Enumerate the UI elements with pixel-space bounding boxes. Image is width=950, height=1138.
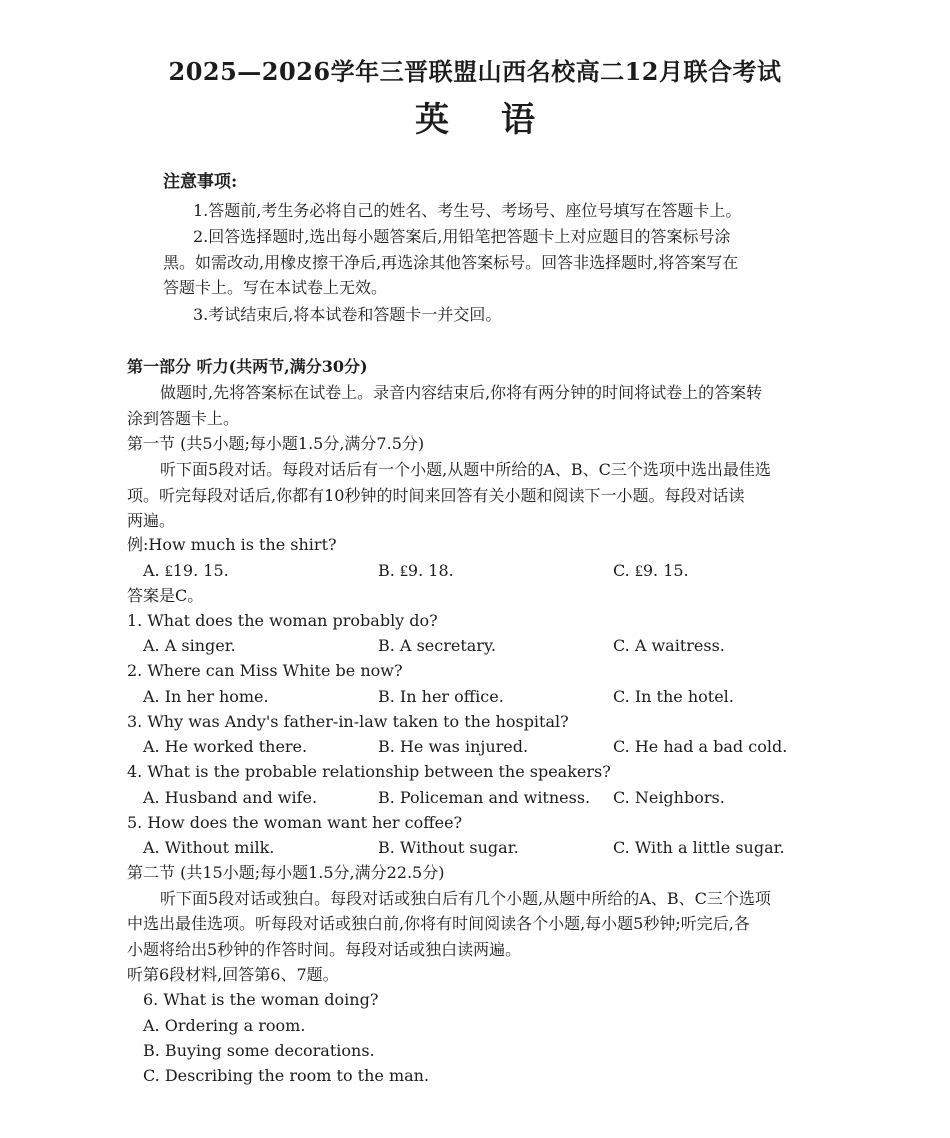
section2-heading: 第二节 (共15小题;每小题1.5分,满分22.5分) bbox=[127, 863, 445, 882]
notice-line: 1.答题前,考生务必将自己的姓名、考生号、考场号、座位号填写在答题卡上。 bbox=[193, 201, 742, 220]
notice-heading: 注意事项: bbox=[163, 172, 238, 192]
notice-line: 黑。如需改动,用橡皮擦干净后,再选涂其他答案标号。回答非选择题时,将答案写在 bbox=[163, 253, 739, 272]
example-answer: 答案是C。 bbox=[127, 586, 204, 605]
question-6-option-b: B. Buying some decorations. bbox=[143, 1041, 375, 1060]
example-option-c: C. ₤9. 15. bbox=[613, 561, 689, 580]
question-2-option-c: C. In the hotel. bbox=[613, 687, 734, 706]
question-6-option-c: C. Describing the room to the man. bbox=[143, 1066, 430, 1085]
notice-line: 答题卡上。写在本试卷上无效。 bbox=[163, 278, 388, 297]
part1-intro-line: 涂到答题卡上。 bbox=[127, 409, 240, 428]
question-1-option-a: A. A singer. bbox=[143, 636, 236, 655]
question-4-option-c: C. Neighbors. bbox=[613, 788, 725, 807]
question-4-option-a: A. Husband and wife. bbox=[143, 788, 318, 807]
question-5-option-a: A. Without milk. bbox=[143, 838, 275, 857]
question-6: 6. What is the woman doing? bbox=[143, 990, 379, 1009]
example-question: 例:How much is the shirt? bbox=[127, 535, 337, 554]
question-5-option-c: C. With a little sugar. bbox=[613, 838, 785, 857]
part1-intro-line: 做题时,先将答案标在试卷上。录音内容结束后,你将有两分钟的时间将试卷上的答案转 bbox=[160, 383, 763, 402]
section1-heading: 第一节 (共5小题;每小题1.5分,满分7.5分) bbox=[127, 434, 425, 453]
notice-line: 2.回答选择题时,选出每小题答案后,用铅笔把答题卡上对应题目的答案标号涂 bbox=[193, 227, 731, 246]
question-1: 1. What does the woman probably do? bbox=[127, 611, 438, 630]
section2-intro-line: 听下面5段对话或独白。每段对话或独白后有几个小题,从题中所给的A、B、C三个选项 bbox=[160, 889, 771, 908]
question-3-option-c: C. He had a bad cold. bbox=[613, 737, 788, 756]
question-2-option-a: A. In her home. bbox=[143, 687, 269, 706]
question-4-option-b: B. Policeman and witness. bbox=[378, 788, 591, 807]
question-1-option-c: C. A waitress. bbox=[613, 636, 725, 655]
question-2: 2. Where can Miss White be now? bbox=[127, 661, 403, 680]
section1-intro-line: 项。听完每段对话后,你都有10秒钟的时间来回答有关小题和阅读下一小题。每段对话读 bbox=[127, 486, 745, 505]
notice-line: 3.考试结束后,将本试卷和答题卡一并交回。 bbox=[193, 305, 502, 324]
question-4: 4. What is the probable relationship between the speakers? bbox=[127, 762, 611, 781]
exam-title: 2025—2026学年三晋联盟山西名校高二12月联合考试 bbox=[168, 57, 782, 86]
question-5: 5. How does the woman want her coffee? bbox=[127, 813, 463, 832]
example-option-a: A. ₤19. 15. bbox=[143, 561, 229, 580]
question-2-option-b: B. In her office. bbox=[378, 687, 504, 706]
part1-heading: 第一部分 听力(共两节,满分30分) bbox=[127, 357, 368, 376]
example-option-b: B. ₤9. 18. bbox=[378, 561, 454, 580]
question-5-option-b: B. Without sugar. bbox=[378, 838, 519, 857]
question-6-option-a: A. Ordering a room. bbox=[143, 1016, 306, 1035]
section2-intro-line: 小题将给出5秒钟的作答时间。每段对话或独白读两遍。 bbox=[127, 940, 522, 959]
material-note: 听第6段材料,回答第6、7题。 bbox=[127, 965, 339, 984]
question-3-option-b: B. He was injured. bbox=[378, 737, 529, 756]
subject-title: 英语 bbox=[415, 100, 587, 140]
question-1-option-b: B. A secretary. bbox=[378, 636, 496, 655]
section2-intro-line: 中选出最佳选项。听每段对话或独白前,你将有时间阅读各个小题,每小题5秒钟;听完后,各 bbox=[127, 914, 750, 933]
question-3: 3. Why was Andy's father-in-law taken to the hospital? bbox=[127, 712, 569, 731]
section1-intro-line: 两遍。 bbox=[127, 511, 176, 530]
section1-intro-line: 听下面5段对话。每段对话后有一个小题,从题中所给的A、B、C三个选项中选出最佳选 bbox=[160, 460, 771, 479]
question-3-option-a: A. He worked there. bbox=[143, 737, 308, 756]
